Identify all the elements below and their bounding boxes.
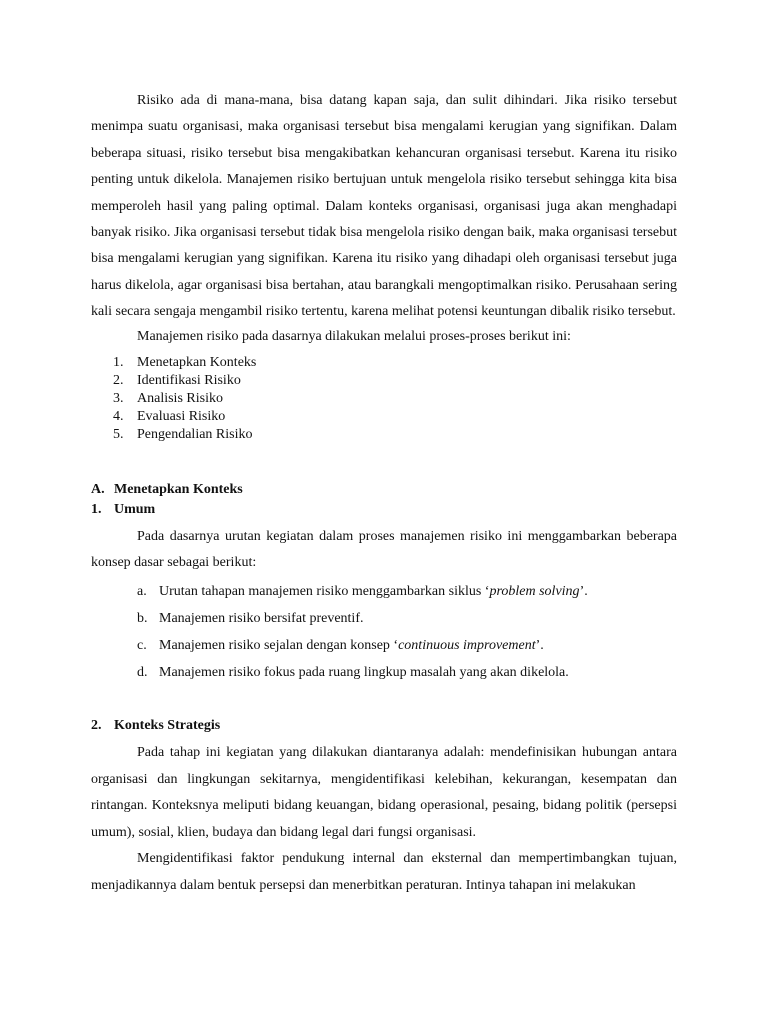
subsection-heading-umum: 1. Umum [91, 501, 156, 517]
concept-list [91, 582, 677, 690]
list-item: 4. Evaluasi Risiko [113, 408, 226, 424]
list-item: c. Manajemen risiko sejalan dengan konsep ‘continuous improvement’. [137, 638, 544, 654]
paragraph-process-intro: Manajemen risiko pada dasarnya dilakukan melalui proses-proses berikut ini: [137, 328, 571, 344]
list-item: 3. Analisis Risiko [113, 390, 223, 406]
paragraph-intro: Risiko ada di mana-mana, bisa datang kapan saja, dan sulit dihindari. Jika risiko tersebut menimpa suatu organisasi, maka organisasi tersebut bisa mengalami kerugian yang signifikan. Dalam beberapa situasi, risiko tersebut bisa mengakibatkan kehancuran organisasi tersebut. Karena itu risiko penting untuk dikelola. Manajemen risiko bertujuan untuk mengelola risiko tersebut sehingga kita bisa memperoleh hasil yang paling optimal. Dalam konteks organisasi, organisasi juga akan menghadapi banyak risiko. Jika organisasi tersebut tidak bisa mengelola risiko dengan baik, maka organisasi tersebut bisa mengalami kerugian yang signifikan. Karena itu risiko yang dihadapi oleh organisasi tersebut juga harus dikelola, agar organisasi bisa bertahan, atau barangkali mengoptimalkan risiko. Perusahaan sering kali secara sengaja mengambil risiko tertentu, karena melihat potensi keuntungan dibalik risiko tersebut. [91, 93, 677, 320]
list-item: 5. Pengendalian Risiko [113, 426, 253, 442]
list-item: b. Manajemen risiko bersifat preventif. [137, 611, 364, 627]
list-item: a. Urutan tahapan manajemen risiko menggambarkan siklus ‘problem solving’. [137, 584, 588, 600]
subsection-heading-konteks-strategis: 2. Konteks Strategis [91, 718, 221, 734]
paragraph-faktor-pendukung: Mengidentifikasi faktor pendukung internal dan eksternal dan mempertimbangkan tujuan, menjadikannya dalam bentuk persepsi dan menerbitkan peraturan. Intinya tahapan ini melakukan [91, 851, 677, 893]
paragraph-konteks-strategis: Pada tahap ini kegiatan yang dilakukan diantaranya adalah: mendefinisikan hubungan antara organisasi dan lingkungan sekitarnya, mengidentifikasi kelebihan, kekurangan, kesempatan dan rintangan. Konteksnya meliputi bidang keuangan, bidang operasional, pesaing, bidang politik (persepsi umum), sosial, klien, budaya dan bidang legal dari fungsi organisasi. [91, 745, 677, 840]
process-list [91, 354, 677, 444]
section-heading-a: A. Menetapkan Konteks [91, 481, 243, 497]
list-item: 1. Menetapkan Konteks [113, 354, 257, 370]
paragraph-umum: Pada dasarnya urutan kegiatan dalam proses manajemen risiko ini menggambarkan beberapa konsep dasar sebagai berikut: [91, 528, 677, 571]
list-item: 2. Identifikasi Risiko [113, 372, 241, 388]
list-item: d. Manajemen risiko fokus pada ruang lingkup masalah yang akan dikelola. [137, 665, 569, 681]
